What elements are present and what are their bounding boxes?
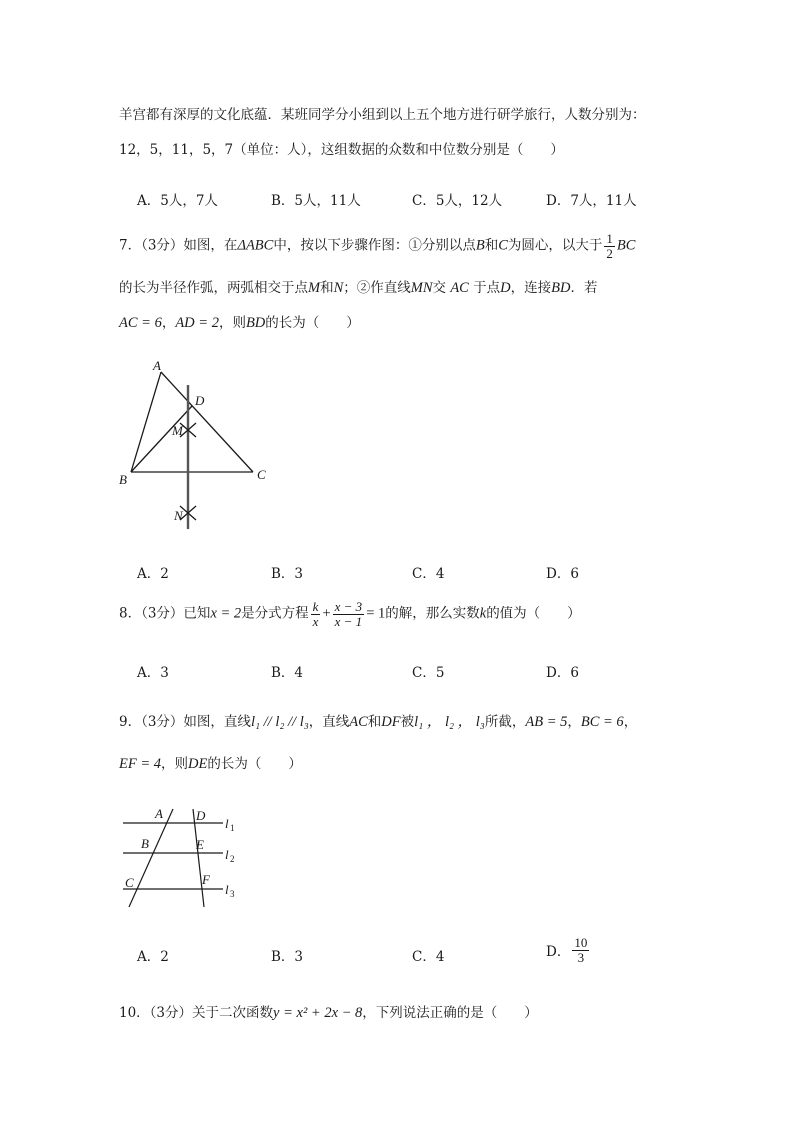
q7-segment-bd	[131, 406, 192, 472]
q9-label-l3: l	[225, 882, 229, 897]
q9-label-b: B	[141, 836, 149, 851]
q8-option-c: C．5	[412, 665, 445, 681]
prev-question-line1: 羊宫都有深厚的文化底蕴．某班同学分小组到以上五个地方进行研学旅行，人数分别为：	[119, 107, 646, 123]
q9-line1: 9．（3分）如图，直线l₁ // l₂ // l₃，直线AC和DF被l₁ ， l₂ ， l₃所截，AB = 5，BC = 6，	[119, 714, 638, 730]
q10-line1: 10．（3分）关于二次函数y = x² + 2x − 8，下列说法正确的是（ ）	[119, 1005, 538, 1021]
prev-option-b: B．5人，11人	[271, 193, 361, 209]
q9-option-c: C．4	[412, 949, 445, 965]
prev-option-c: C．5人，12人	[412, 193, 503, 209]
q9-label-c: C	[125, 875, 134, 890]
q7-option-c: C．4	[412, 566, 445, 582]
q9-option-b: B．3	[271, 949, 304, 965]
q7-triangle-figure	[110, 352, 280, 537]
q7-label-a: A	[153, 358, 161, 373]
q7-option-b: B．3	[271, 566, 304, 582]
q9-label-a: A	[155, 806, 163, 821]
q7-label-m: M	[172, 423, 183, 438]
prev-question-line2: 12，5，11，5，7（单位：人），这组数据的众数和中位数分别是（ ）	[119, 142, 564, 158]
prev-option-d: D．7人，11人	[546, 193, 637, 209]
q7-line3: AC = 6，AD = 2，则BD的长为（ ）	[119, 315, 360, 331]
q7-option-d: D．6	[546, 566, 579, 582]
q9-label-l1-sub: 1	[230, 823, 235, 833]
q9-label-l1: l	[225, 816, 229, 831]
q9-option-a: A．2	[137, 949, 169, 965]
q7-line1: 7．（3分）如图，在ΔABC中，按以下步骤作图：①分别以点B和C为圆心，以大于 $\frac{1}{2}$ BC	[119, 231, 636, 261]
q7-side-ab	[131, 372, 161, 472]
q8-fraction-k-over-x: $\frac{k}{x}$	[312, 599, 319, 629]
q9-option-d-fraction: $\frac{10}{3}$	[574, 935, 588, 965]
prev-option-a: A．5人，7人	[137, 193, 218, 209]
q7-label-c: C	[257, 467, 266, 482]
q8-line1: 8．（3分）已知x = 2是分式方程 $\frac{k}{x}$ + $\frac{x - 3}{x - 1}$ = 1的解，那么实数k的值为（ ）	[119, 599, 581, 629]
q7-half-fraction: $\frac{1}{2}$	[606, 231, 613, 261]
q9-label-l2: l	[225, 847, 229, 862]
q9-line-df	[193, 809, 204, 907]
q9-label-l3-sub: 3	[230, 889, 235, 899]
q7-label-n: N	[174, 508, 183, 523]
q9-parallel-lines-figure	[118, 802, 248, 914]
q7-label-b: B	[119, 472, 127, 487]
q7-label-d: D	[195, 393, 205, 408]
q9-label-e: E	[196, 837, 204, 852]
q7-side-ac	[161, 372, 253, 472]
q9-line-ac	[129, 809, 173, 907]
q8-option-d: D．6	[546, 665, 579, 681]
q9-label-f: F	[202, 872, 210, 887]
q9-label-d: D	[196, 808, 206, 823]
q9-option-d: D． $\frac{10}{3}$	[546, 935, 588, 965]
q9-label-l2-sub: 2	[230, 854, 235, 864]
q8-option-b: B．4	[271, 665, 304, 681]
q7-line2: 的长为半径作弧，两弧相交于点M和N；②作直线MN交 AC 于点D，连接BD．若	[119, 280, 598, 296]
q8-option-a: A．3	[137, 665, 169, 681]
q8-fraction-x3-over-x1: $\frac{x - 3}{x - 1}$	[334, 599, 363, 629]
q7-option-a: A．2	[137, 566, 169, 582]
q9-line2: EF = 4，则DE的长为（ ）	[119, 756, 302, 772]
